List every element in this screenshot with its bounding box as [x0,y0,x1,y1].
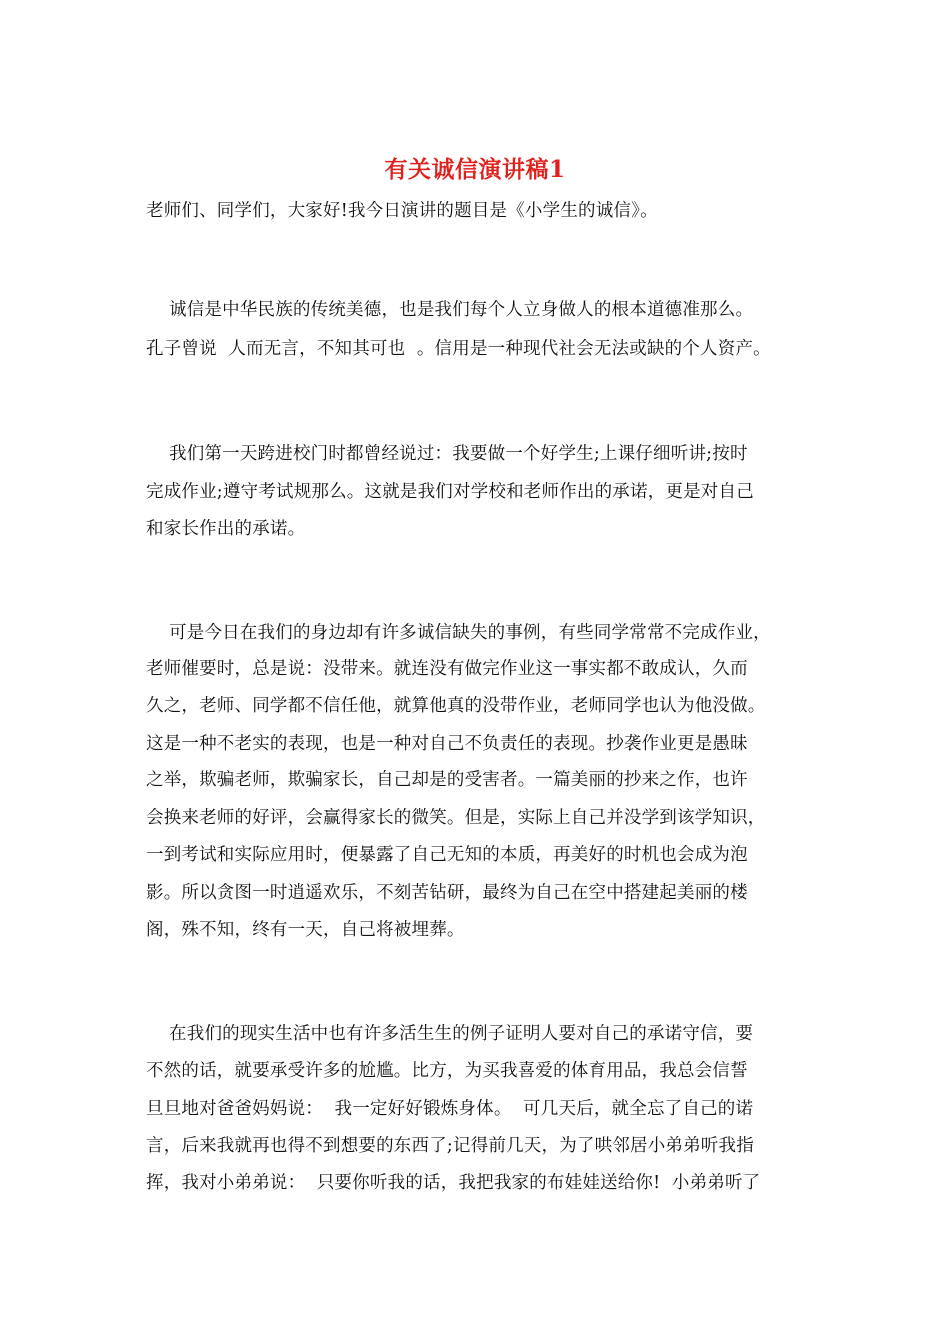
text-line: 这是一种不老实的表现，也是一种对自己不负责任的表现。抄袭作业更是愚昧 [146,734,748,754]
text-line: 之举，欺骗老师，欺骗家长，自己却是的受害者。一篇美丽的抄来之作，也许 [146,770,748,790]
text-line: 影。所以贪图一时逍遥欢乐，不刻苦钻研，最终为自己在空中搭建起美丽的楼 [146,883,748,903]
text-line: 不然的话，就要承受许多的尬尴。比方，为买我喜爱的体育用品，我总会信誓 [146,1061,748,1081]
text-line: 挥，我对小弟弟说： 只要你听我的话，我把我家的布娃娃送给你! 小弟弟听了 [146,1173,761,1193]
text-line: 旦旦地对爸爸妈妈说： 我一定好好锻炼身体。 可几天后，就全忘了自己的诺 [146,1099,754,1119]
text-line: 久之，老师、同学都不信任他，就算他真的没带作业，老师同学也认为他没做。 [146,696,766,716]
text-line: 言，后来我就再也得不到想要的东西了;记得前几天，为了哄邻居小弟弟听我指 [146,1136,754,1156]
text-line: 老师们、同学们，大家好!我今日演讲的题目是《小学生的诚信》。 [146,201,658,221]
text-line: 一到考试和实际应用时，便暴露了自己无知的本质，再美好的时机也会成为泡 [146,845,748,865]
text-line: 完成作业;遵守考试规那么。这就是我们对学校和老师作出的承诺，更是对自己 [146,482,754,502]
text-line: 和家长作出的承诺。 [146,519,306,539]
text-line: 阁，殊不知，终有一天，自己将被埋葬。 [146,920,465,940]
document-title: 有关诚信演讲稿1 [384,156,566,183]
text-line: 诚信是中华民族的传统美德，也是我们每个人立身做人的根本道德准那么。 [146,300,754,320]
text-line: 会换来老师的好评，会赢得家长的微笑。但是，实际上自己并没学到该学知识， [146,808,766,828]
text-line: 可是今日在我们的身边却有许多诚信缺失的事例，有些同学常常不完成作业， [146,623,771,643]
text-line: 孔子曾说 人而无言，不知其可也 。信用是一种现代社会无法或缺的个人资产。 [146,339,771,359]
text-line: 在我们的现实生活中也有许多活生生的例子证明人要对自己的承诺守信，要 [146,1024,754,1044]
text-line: 我们第一天跨进校门时都曾经说过：我要做一个好学生;上课仔细听讲;按时 [146,444,748,464]
text-line: 老师催要时，总是说：没带来。就连没有做完作业这一事实都不敢成认，久而 [146,659,748,679]
